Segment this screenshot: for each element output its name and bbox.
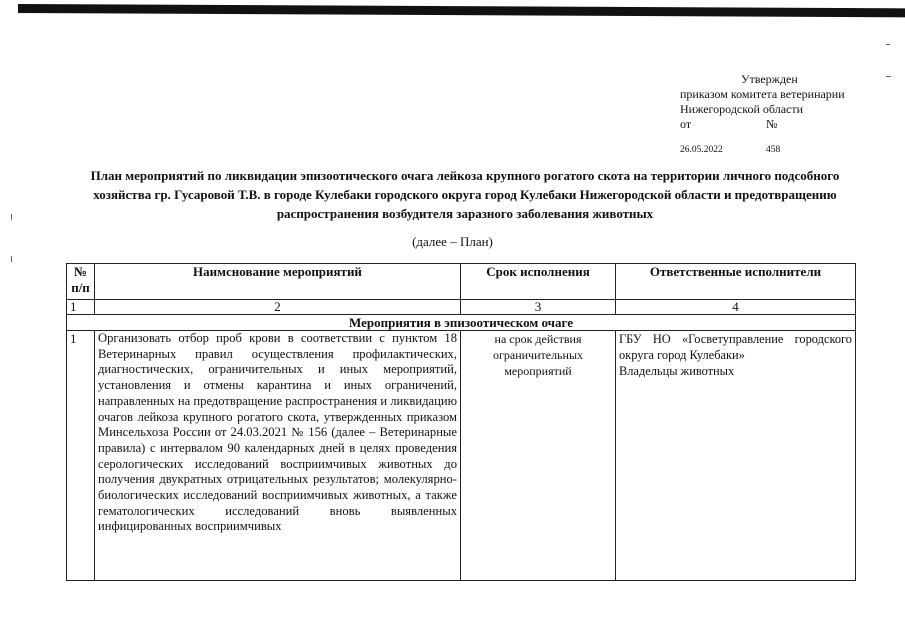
scan-speck bbox=[11, 256, 12, 262]
row-executors bbox=[616, 331, 856, 581]
header-num: № п/п bbox=[67, 264, 95, 300]
plan-table bbox=[66, 263, 856, 581]
approval-stamp bbox=[680, 72, 855, 158]
row-deadline: на срок действия ограничительных мероприятий bbox=[461, 331, 616, 581]
scan-top-edge bbox=[18, 4, 905, 17]
executor-name: ГБУ НО «Госветуправление городского округа город Кулебаки» bbox=[619, 332, 852, 362]
header-executors: Ответственные исполнители bbox=[616, 264, 856, 300]
scan-speck bbox=[886, 44, 890, 45]
section-title: Мероприятия в эпизоотическом очаге bbox=[67, 315, 856, 331]
table-section-row bbox=[67, 315, 856, 331]
row-num: 1 bbox=[67, 331, 95, 581]
document-title: План мероприятий по ликвидации эпизоотического очага лейкоза крупного рогатого скота на территории личного подсобного хозяйства гр. Гусаровой Т.В. в городе Кулебаки городского округа город Кулебаки Нижегородской области и предотвращению распространения возбудителя заразного заболевания животных bbox=[90, 168, 840, 221]
document-subtitle: (далее – План) bbox=[412, 234, 493, 249]
approval-line: Нижегородской области bbox=[680, 102, 804, 116]
approval-date: 26.05.2022 bbox=[680, 145, 723, 155]
approval-date-labels bbox=[680, 117, 855, 132]
scan-speck bbox=[11, 214, 12, 220]
scan-speck bbox=[886, 76, 891, 77]
approval-ot-label: от bbox=[680, 117, 692, 131]
header-name: Наимснование мероприятий bbox=[95, 264, 461, 300]
row-description: Организовать отбор проб крови в соответствии с пунктом 18 Ветеринарных правил осуществления профилактических, диагностических, ограничительных и иных мероприятий, установления и отмены карантина и иных ограничений, направленных на предотвращение распространения и ликвидацию очагов лейкоза крупного рогатого скота, утвержденных приказом Минсельхоза России от 24.03.2021 № 156 (далее – Ветеринарные правила) с интервалом 90 календарных дней в целях проведения серологических исследований восприимчивых животных до получения двукратных отрицательных результатов; молекулярно-биологических исследований восприимчивых животных, а также гематологических исследований вновь выявленных инфицированных восприимчивых bbox=[95, 331, 461, 581]
approval-line: Утвержден bbox=[741, 72, 798, 86]
approval-number: 458 bbox=[766, 145, 781, 155]
executor-name: Владельцы животных bbox=[619, 364, 735, 378]
table-index-row bbox=[67, 300, 856, 315]
approval-line: приказом комитета ветеринарии bbox=[680, 87, 845, 101]
index-cell: 4 bbox=[616, 300, 856, 315]
approval-date-values bbox=[680, 143, 855, 158]
table-header-row bbox=[67, 264, 856, 300]
table-row bbox=[67, 331, 856, 581]
approval-no-label: № bbox=[766, 117, 778, 131]
index-cell: 2 bbox=[95, 300, 461, 315]
header-deadline: Срок исполнения bbox=[461, 264, 616, 300]
index-cell: 3 bbox=[461, 300, 616, 315]
index-cell: 1 bbox=[67, 300, 95, 315]
